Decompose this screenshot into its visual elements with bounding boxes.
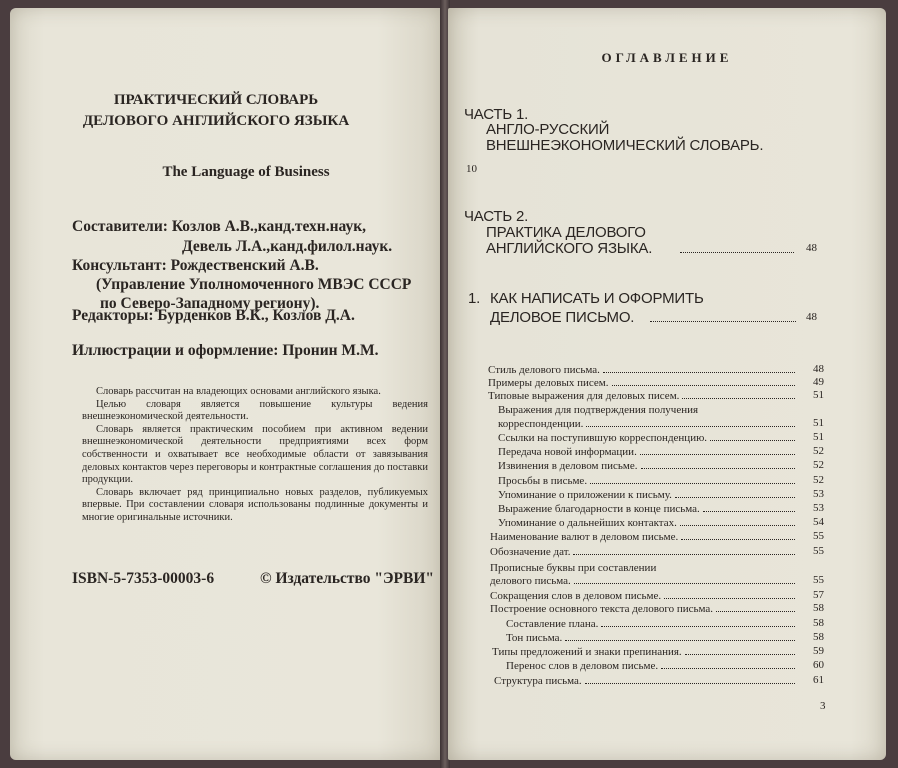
toc-entry-page: 52 <box>813 474 824 486</box>
toc-entry-text: Типы предложений и знаки препинания. <box>492 646 682 658</box>
toc-entry-text: Ссылки на поступившую корреспонденцию. <box>498 432 708 444</box>
book-title-line1: ПРАКТИЧЕСКИЙ СЛОВАРЬ <box>113 92 319 108</box>
toc-entry <box>498 417 795 431</box>
toc-entry <box>506 631 795 645</box>
toc-entry-page: 60 <box>813 659 824 671</box>
book-subtitle: The Language of Business <box>162 164 330 180</box>
toc-entry <box>498 445 795 459</box>
credits-line-6: Редакторы: Бурденков В.К., Козлов Д.А. <box>72 307 355 324</box>
toc-entry-text: Примеры деловых писем. <box>488 377 609 389</box>
toc-entry <box>498 516 795 530</box>
toc-entry <box>488 363 795 377</box>
toc-entry-page: 53 <box>813 488 824 500</box>
toc-leader <box>585 674 795 684</box>
toc-entry-text: Тон письма. <box>506 632 563 644</box>
toc-entry-page: 59 <box>813 645 824 657</box>
toc-entry <box>498 488 795 502</box>
toc-entry-text: Сокращения слов в деловом письме. <box>490 590 662 602</box>
page-number: 3 <box>820 700 826 712</box>
toc-leader <box>603 363 795 373</box>
copyright: © Издательство "ЭРВИ" <box>260 570 435 587</box>
isbn: ISBN-5-7353-00003-6 <box>72 570 215 587</box>
toc-entry-page: 48 <box>813 363 824 375</box>
part1-label: ЧАСТЬ 1. <box>464 106 529 123</box>
toc-entry-text: Перенос слов в деловом письме. <box>506 660 659 672</box>
toc-leader <box>641 459 795 469</box>
credits-line-5: по Северо-Западному региону). <box>100 295 320 312</box>
section1-title-line2: ДЕЛОВОЕ ПИСЬМО. <box>490 309 635 326</box>
toc-entry <box>506 659 795 673</box>
toc-leader <box>675 488 795 498</box>
toc-entry <box>490 530 795 544</box>
toc-entry <box>488 376 795 390</box>
toc-entry-page: 51 <box>813 417 824 429</box>
toc-entry-text: Прописные буквы при составлении <box>490 562 657 574</box>
part1-page: 10 <box>466 163 477 175</box>
toc-entry <box>494 674 795 688</box>
toc-entry-page: 57 <box>813 589 824 601</box>
part2-page: 48 <box>806 242 817 254</box>
book-title-line2: ДЕЛОВОГО АНГЛИЙСКОГО ЯЗЫКА <box>82 113 350 129</box>
toc-leader <box>612 376 795 386</box>
part2-title-line1: ПРАКТИКА ДЕЛОВОГО <box>486 224 646 241</box>
toc-entry <box>498 431 795 445</box>
toc-entry <box>490 574 795 588</box>
toc-entry-page: 58 <box>813 602 824 614</box>
description-para-2: Целью словаря является повышение культуры ведения внешнеэкономической деятельности. <box>82 398 428 423</box>
description-para-1: Словарь рассчитан на владеющих основами английского языка. <box>96 386 381 397</box>
toc-entry-page: 55 <box>813 545 824 557</box>
toc-leader <box>573 545 795 555</box>
section1-title-line1: КАК НАПИСАТЬ И ОФОРМИТЬ <box>490 290 704 307</box>
toc-entry <box>498 502 795 516</box>
illustrations-credit: Иллюстрации и оформление: Пронин М.М. <box>72 342 379 359</box>
toc-entry-text: Типовые выражения для деловых писем. <box>488 390 680 402</box>
toc-entry-page: 54 <box>813 516 824 528</box>
section1-number: 1. <box>468 290 481 307</box>
credits-line-1: Составители: Козлов А.В.,канд.техн.наук, <box>72 218 367 235</box>
toc-leader <box>586 417 795 427</box>
credits-line-2: Девель Л.А.,канд.филол.наук. <box>182 238 393 255</box>
toc-entry <box>498 474 795 488</box>
toc-entry-text: корреспонденции. <box>498 418 584 430</box>
toc-entry-text: Выражение благодарности в конце письма. <box>498 503 700 515</box>
book-description <box>82 386 428 525</box>
toc-entry-text: Передача новой информации. <box>498 446 637 458</box>
toc-leader <box>710 431 795 441</box>
toc-entry <box>498 404 698 417</box>
part2-title-line2: АНГЛИЙСКОГО ЯЗЫКА. <box>486 240 653 257</box>
toc-entry-page: 61 <box>813 674 824 686</box>
toc-heading: ОГЛАВЛЕНИЕ <box>601 50 733 65</box>
toc-entry <box>488 389 795 403</box>
description-para-3: Словарь является практическим пособием при активном ведении внешнеэкономической деятельности предприятиями всех форм собственности и охватывает все необходимые области от завязывания деловых контактов через переговоры и контрактные соглашения до поставки продукции. <box>82 423 428 486</box>
toc-entry-text: Обозначение дат. <box>490 546 571 558</box>
toc-entry <box>490 589 795 603</box>
section1-leader <box>650 321 796 322</box>
part2-label: ЧАСТЬ 2. <box>464 208 529 225</box>
toc-leader <box>664 589 795 599</box>
toc-leader <box>680 516 795 526</box>
toc-leader <box>685 645 795 655</box>
toc-entry-page: 55 <box>813 574 824 586</box>
toc-entry-text: делового письма. <box>490 575 571 587</box>
toc-entry-page: 51 <box>813 389 824 401</box>
toc-entry-text: Наименование валют в деловом письме. <box>490 531 679 543</box>
part1-title-line1: АНГЛО-РУССКИЙ <box>486 121 610 138</box>
toc-entry <box>506 617 795 631</box>
toc-entry-text: Извинения в деловом письме. <box>498 460 638 472</box>
toc-entry-page: 58 <box>813 631 824 643</box>
toc-entry-text: Стиль делового письма. <box>488 364 600 376</box>
toc-entry <box>492 645 795 659</box>
credits-line-4: (Управление Уполномоченного МВЭС СССР <box>96 276 412 293</box>
toc-entry-text: Выражения для подтверждения получения <box>498 404 699 416</box>
toc-leader <box>640 445 795 455</box>
description-para-4: Словарь включает ряд принципиально новых разделов, публикуемых впервые. При составлении словаря использованы подлинные документы и многие оригинальные источники. <box>82 486 428 523</box>
toc-entry-text: Составление плана. <box>506 618 599 630</box>
toc-entry-page: 53 <box>813 502 824 514</box>
toc-leader <box>682 389 795 399</box>
section1-page: 48 <box>806 311 817 323</box>
toc-entry-page: 51 <box>813 431 824 443</box>
part2-leader <box>680 252 794 253</box>
toc-entry-text: Упоминание о приложении к письму. <box>498 489 672 501</box>
toc-leader <box>681 530 795 540</box>
toc-leader <box>590 474 795 484</box>
toc-entry-page: 52 <box>813 445 824 457</box>
toc-leader <box>661 659 795 669</box>
toc-entry <box>490 602 795 616</box>
credits-line-3: Консультант: Рождественский А.В. <box>72 257 319 274</box>
toc-leader <box>703 502 795 512</box>
toc-leader <box>565 631 795 641</box>
toc-leader <box>716 602 795 612</box>
toc-entry <box>498 459 795 473</box>
toc-entry-page: 55 <box>813 530 824 542</box>
toc-entry-text: Построение основного текста делового письма. <box>490 603 714 615</box>
toc-entry-page: 49 <box>813 376 824 388</box>
part1-title-line2: ВНЕШНЕЭКОНОМИЧЕСКИЙ СЛОВАРЬ. <box>486 137 764 154</box>
toc-entry <box>490 545 795 559</box>
toc-leader <box>574 574 795 584</box>
toc-entry-text: Упоминание о дальнейших контактах. <box>498 517 677 529</box>
toc-entry-page: 58 <box>813 617 824 629</box>
toc-entry-text: Структура письма. <box>494 675 582 687</box>
toc-entry-text: Просьбы в письме. <box>498 475 588 487</box>
toc-leader <box>601 617 795 627</box>
toc-entry-page: 52 <box>813 459 824 471</box>
